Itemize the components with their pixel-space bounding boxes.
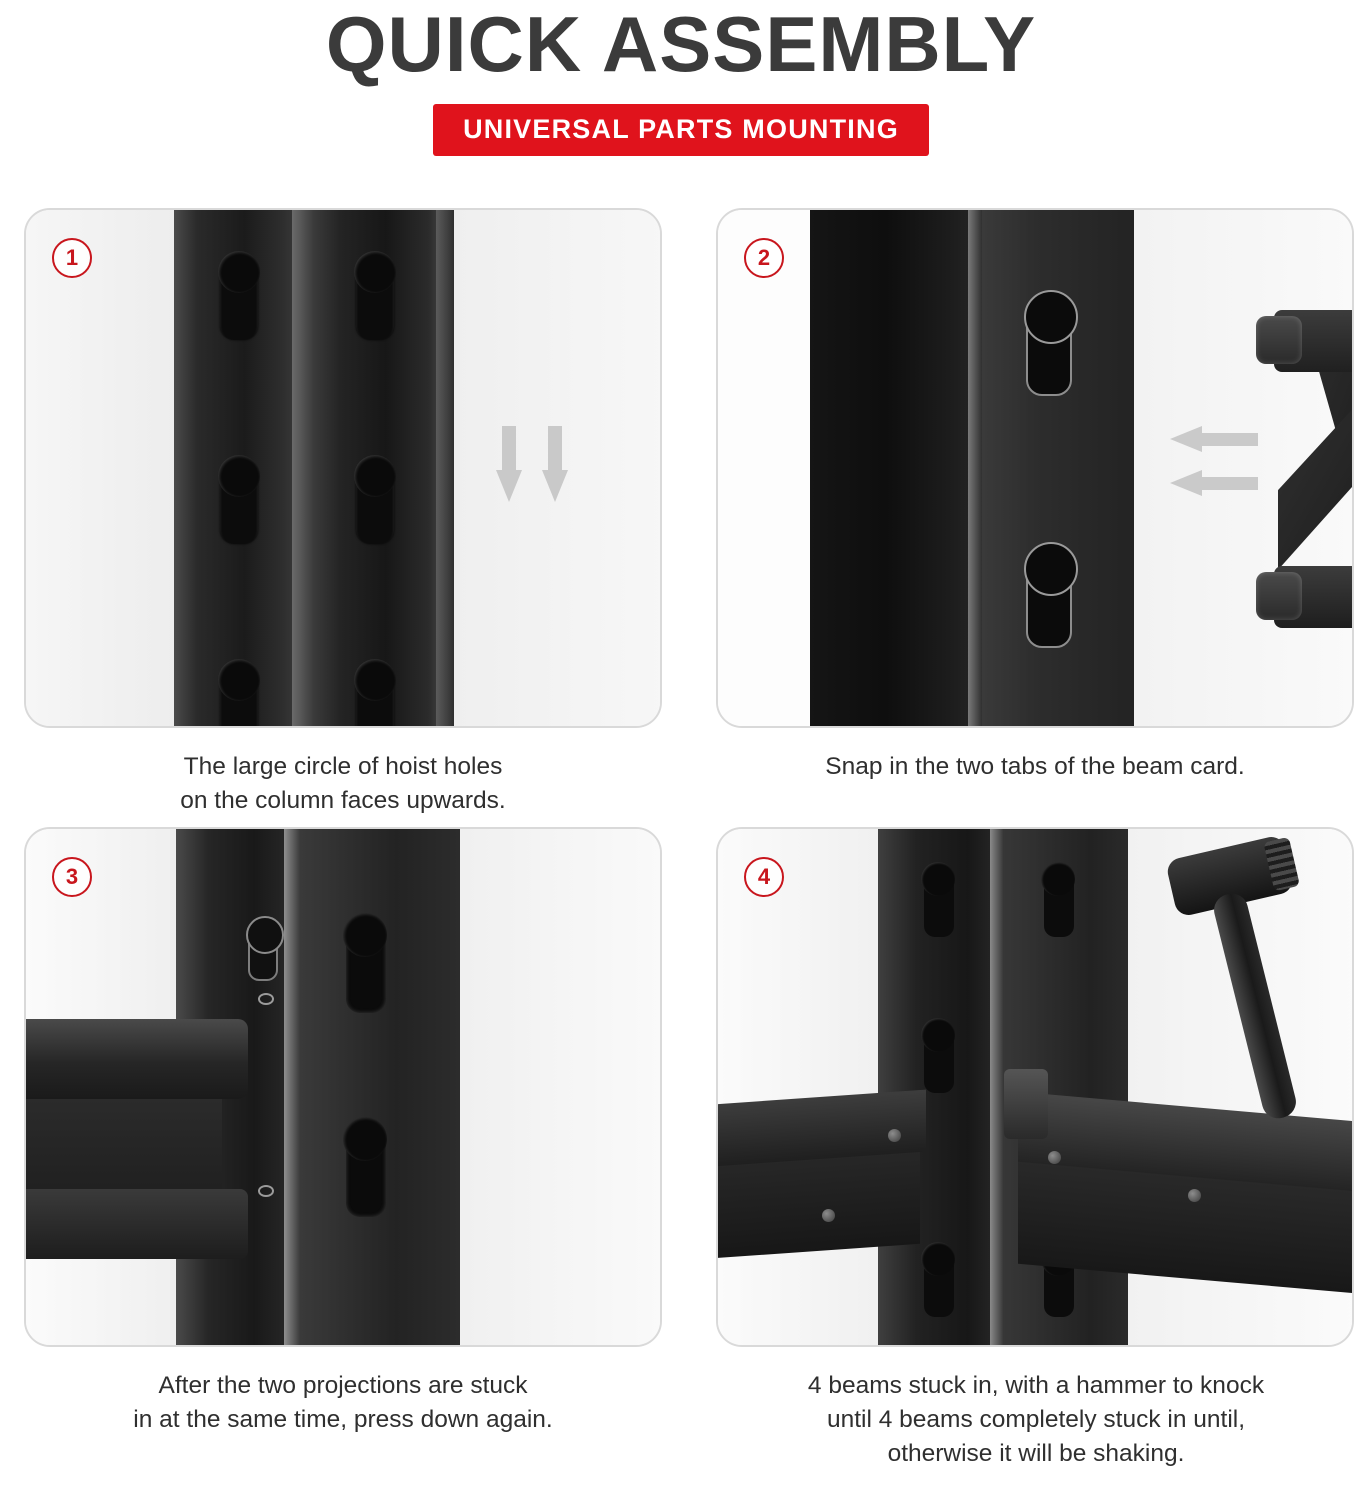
keyhole-slot xyxy=(346,1121,386,1217)
beam-lower-tab-arm xyxy=(1274,566,1354,628)
column-front-face xyxy=(174,208,302,728)
column-edge-highlight-2 xyxy=(436,208,454,728)
keyhole-slot xyxy=(220,254,258,340)
keyhole-slot xyxy=(220,662,258,728)
column-side-face xyxy=(878,827,1006,1347)
beam-projection xyxy=(248,917,278,981)
caption-line: until 4 beams completely stuck in until, xyxy=(826,1406,1246,1434)
photo-left-backdrop xyxy=(718,208,810,728)
beam-upper-tab-arm xyxy=(1274,310,1354,372)
step-4-caption xyxy=(716,1369,1356,1470)
keyhole-slot xyxy=(1026,544,1072,648)
step-number-badge: 3 xyxy=(52,857,92,897)
step-1-caption xyxy=(43,750,643,818)
step-number-badge: 2 xyxy=(744,238,784,278)
step-3-caption xyxy=(43,1369,643,1437)
subtitle-banner: UNIVERSAL PARTS MOUNTING xyxy=(433,104,929,156)
direction-arrows xyxy=(496,426,568,504)
left-arrow-icon xyxy=(1170,426,1258,452)
step-1 xyxy=(24,208,662,818)
keyhole-slot xyxy=(356,662,394,728)
left-arrow-icon xyxy=(1170,470,1258,496)
step-2 xyxy=(716,208,1354,818)
caption-line: Snap in the two tabs of the beam card. xyxy=(825,752,1245,780)
step-number-badge: 4 xyxy=(744,857,784,897)
keyhole-slot xyxy=(356,254,394,340)
down-arrow-icon xyxy=(496,426,522,504)
step-3 xyxy=(24,827,662,1470)
column-edge-highlight xyxy=(990,827,1004,1347)
column-edge-highlight xyxy=(292,208,314,728)
caption-line: in at the same time, press down again. xyxy=(133,1406,553,1434)
caption-line: 4 beams stuck in, with a hammer to knock xyxy=(807,1372,1265,1400)
down-arrow-icon xyxy=(542,426,568,504)
step-2-image xyxy=(716,208,1354,728)
column-edge-highlight xyxy=(284,827,300,1347)
keyhole-slot xyxy=(346,917,386,1013)
step-3-image xyxy=(24,827,662,1347)
step-4-image xyxy=(716,827,1354,1347)
column-side-face xyxy=(314,208,444,728)
photo-right-backdrop xyxy=(460,827,662,1347)
steps-grid xyxy=(16,208,1346,1471)
keyhole-slot xyxy=(356,458,394,544)
subtitle-wrapper xyxy=(0,104,1362,156)
beam-lower-flange xyxy=(24,1189,248,1259)
keyhole-slot xyxy=(220,458,258,544)
photo-left-backdrop xyxy=(718,827,878,1347)
direction-arrows xyxy=(1170,426,1258,514)
header xyxy=(0,0,1362,156)
rivet-ring xyxy=(258,993,274,1005)
caption-line: The large circle of hoist holes xyxy=(183,752,503,780)
column-edge-highlight xyxy=(968,208,982,728)
step-1-image xyxy=(24,208,662,728)
keyhole-slot xyxy=(924,865,954,937)
beam-tab xyxy=(1256,572,1302,620)
caption-line: on the column faces upwards. xyxy=(180,786,506,814)
caption-line: otherwise it will be shaking. xyxy=(887,1440,1185,1468)
photo-left-backdrop xyxy=(26,208,176,728)
beam-upper-flange xyxy=(24,1019,248,1099)
keyhole-slot xyxy=(924,1245,954,1317)
column-front-face xyxy=(982,208,1134,728)
step-number-badge: 1 xyxy=(52,238,92,278)
step-2-caption xyxy=(735,750,1335,784)
keyhole-slot xyxy=(1026,292,1072,396)
column-front-face xyxy=(300,827,460,1347)
rivet-ring xyxy=(258,1185,274,1197)
caption-line: After the two projections are stuck xyxy=(158,1372,528,1400)
page-title: QUICK ASSEMBLY xyxy=(325,0,1037,88)
step-4 xyxy=(716,827,1354,1470)
beam-corner-joint xyxy=(1004,1069,1048,1139)
beam-tab xyxy=(1256,316,1302,364)
keyhole-slot xyxy=(1044,865,1074,937)
keyhole-slot xyxy=(924,1021,954,1093)
